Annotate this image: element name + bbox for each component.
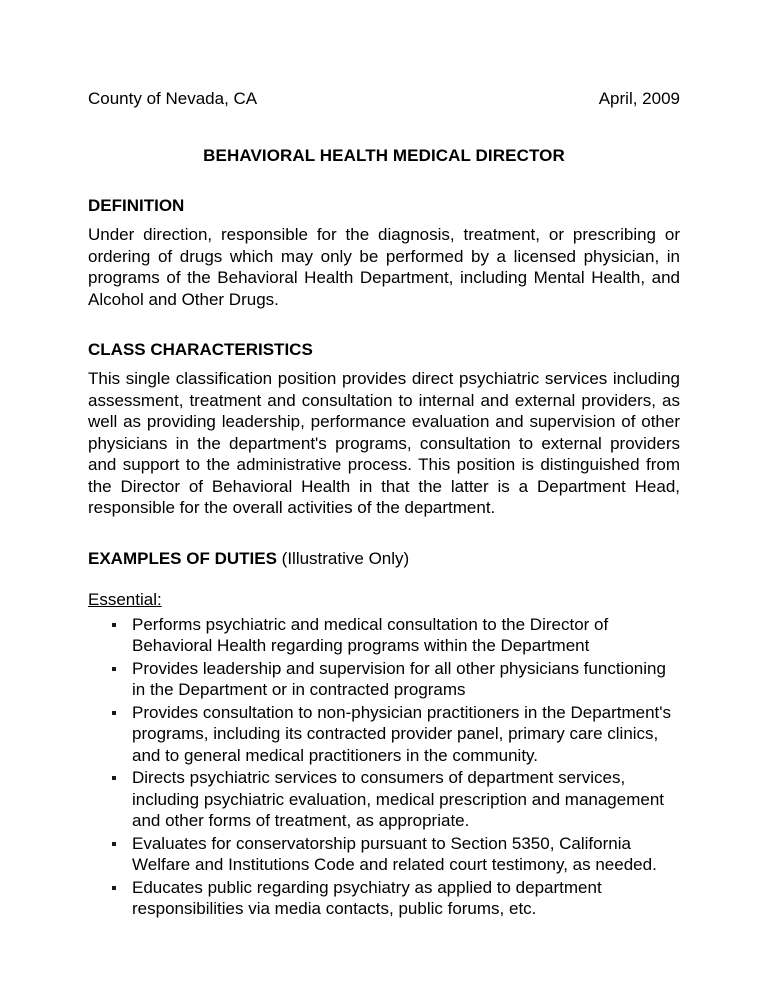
bullet-icon — [112, 711, 116, 715]
list-item-text: Provides consultation to non-physician practitioners in the Department's programs, including its contracted provider panel, primary care clinics, and to general medical practitioners in the community. — [132, 702, 672, 765]
duty-list — [88, 614, 680, 920]
list-item — [88, 614, 680, 657]
document-content — [88, 88, 680, 920]
list-item — [88, 702, 680, 767]
document-date: April, 2009 — [598, 89, 680, 108]
essential-subheading: Essential: — [88, 589, 162, 609]
bullet-icon — [112, 886, 116, 890]
bullet-icon — [112, 776, 116, 780]
page-title: BEHAVIORAL HEALTH MEDICAL DIRECTOR — [203, 146, 565, 165]
bullet-icon — [112, 667, 116, 671]
section-heading-class-characteristics: CLASS CHARACTERISTICS — [88, 340, 313, 359]
list-item — [88, 658, 680, 701]
list-item — [88, 767, 680, 832]
list-item-text: Provides leadership and supervision for all other physicians functioning in the Department or in contracted programs — [132, 658, 666, 699]
class-characteristics-body: This single classification position provides direct psychiatric services including assessment, treatment and consultation to internal and external providers, as well as providing leadership, performance evaluation and supervision of other physicians in the department's programs, consultation to external providers and support to the administrative process. This position is distinguished from the Director of Behavioral Health in that the latter is a Department Head, responsible for the overall activities of the department. — [88, 369, 680, 517]
document-header — [88, 88, 680, 109]
list-item — [88, 877, 680, 920]
list-item — [88, 833, 680, 876]
bullet-icon — [112, 623, 116, 627]
section-heading-examples-of-duties — [88, 548, 680, 569]
examples-of-duties-note: (Illustrative Only) — [281, 548, 410, 568]
list-item-text: Performs psychiatric and medical consultation to the Director of Behavioral Health regarding programs within the Department — [132, 614, 609, 655]
bullet-icon — [112, 842, 116, 846]
section-heading-definition: DEFINITION — [88, 196, 185, 215]
agency-name: County of Nevada, CA — [88, 89, 258, 108]
definition-body: Under direction, responsible for the diagnosis, treatment, or prescribing or ordering of drugs which may only be performed by a licensed physician, in programs of the Behavioral Health Department, including Mental Health, and Alcohol and Other Drugs. — [88, 225, 680, 309]
list-item-text: Directs psychiatric services to consumers of department services, including psychiatric evaluation, medical prescription and management and other forms of treatment, as appropriate. — [132, 768, 665, 830]
list-item-text: Educates public regarding psychiatry as applied to department responsibilities via media contacts, public forums, etc. — [132, 877, 602, 918]
list-item-text: Evaluates for conservatorship pursuant to Section 5350, California Welfare and Institutions Code and related court testimony, as needed. — [132, 833, 657, 874]
examples-of-duties-label: EXAMPLES OF DUTIES — [88, 548, 277, 568]
